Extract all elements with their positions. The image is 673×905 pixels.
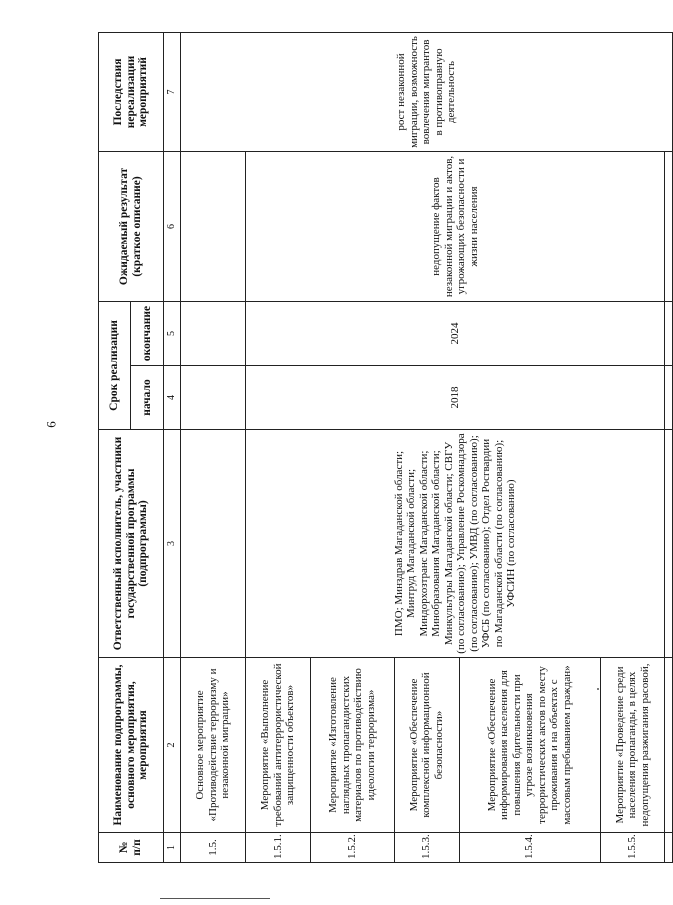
empty-cell [181, 301, 246, 365]
empty-cell [181, 430, 246, 658]
end-year-cell: 2024 [246, 301, 665, 365]
page-number: 6 [43, 421, 59, 428]
row-number: 1.5. [181, 833, 246, 863]
empty-cell [665, 301, 673, 365]
row-number: 1.5.2. [310, 833, 394, 863]
row-name: Основное мероприятие «Противодействие терроризму и незаконной миграции» [181, 658, 246, 833]
header-no: № п/п [99, 833, 164, 863]
empty-cell [665, 366, 673, 430]
header-name: Наименование подпрограммы, основного мероприятия, мероприятия [99, 658, 164, 833]
scan-artifact-line [160, 898, 270, 899]
result-cell: недопущение фактов незаконной миграции и актов, угрожающих безопасности и жизни населения [246, 151, 665, 301]
column-number: 7 [163, 32, 181, 151]
empty-cell [665, 833, 673, 863]
empty-cell [181, 366, 246, 430]
header-end: окончание [131, 301, 163, 365]
header-consequences: Последствия нереализации мероприятий [99, 32, 164, 151]
row-number: 1.5.4. [459, 833, 600, 863]
row-name: Мероприятие «Изготовление наглядных пропагандистских материалов по противодействию идеологии терроризма» [310, 658, 394, 833]
row-name: Мероприятие «Обеспечение комплексной информационной безопасности» [394, 658, 459, 833]
column-number: 3 [163, 430, 181, 658]
row-number: 1.5.5. [600, 833, 665, 863]
row-number: 1.5.1. [246, 833, 311, 863]
column-number: 1 [163, 833, 181, 863]
activities-table [98, 32, 673, 863]
header-responsible: Ответственный исполнитель, участники государственной программы (подпрограммы) [99, 430, 164, 658]
table-row [246, 32, 311, 862]
column-number: 4 [163, 366, 181, 430]
row-number: 1.5.3. [394, 833, 459, 863]
column-number: 5 [163, 301, 181, 365]
consequences-cell: рост незаконной миграции, возможность вовлечения мигрантов в противоправную деятельность [181, 32, 673, 151]
start-year-cell: 2018 [246, 366, 665, 430]
scan-artifact-dot [597, 688, 599, 690]
empty-cell [665, 430, 673, 658]
empty-cell [181, 151, 246, 301]
responsible-cell: ПМО; Минздрав Магаданской области; Минтруд Магаданской области; Миндорхозтранс Магаданской области; Минобразования Магаданской области; Минкультуры Магаданской области; СВГУ (по согласованию); Управление Роскомнадзора (по согласованию); УМВД (по согласованию); УФСБ (по согласованию); Отдел Росгвардии по Магаданской области (по согласованию); УФСИН (по согласованию) [246, 430, 665, 658]
header-period: Срок реализации [99, 301, 131, 429]
row-name: Мероприятие «Проведение среди населения пропаганды, в целях недопущения разжигания расовой, [600, 658, 665, 833]
empty-cell [665, 658, 673, 833]
table-row [181, 32, 246, 862]
header-start: начало [131, 366, 163, 430]
column-number-row [163, 32, 181, 862]
rotated-table-sheet [98, 33, 673, 863]
row-name: Мероприятие «Обеспечение информирования населения для повышения бдительности при угрозе возникновения террористических актов по месту проживания и на объектах с массовым пребыванием граждан» [459, 658, 600, 833]
header-result: Ожидаемый результат (краткое описание) [99, 151, 164, 301]
empty-cell [665, 151, 673, 301]
column-number: 2 [163, 658, 181, 833]
row-name: Мероприятие «Выполнение требований антитеррористической защищенности объектов» [246, 658, 311, 833]
column-number: 6 [163, 151, 181, 301]
table-row-filler [665, 32, 673, 862]
